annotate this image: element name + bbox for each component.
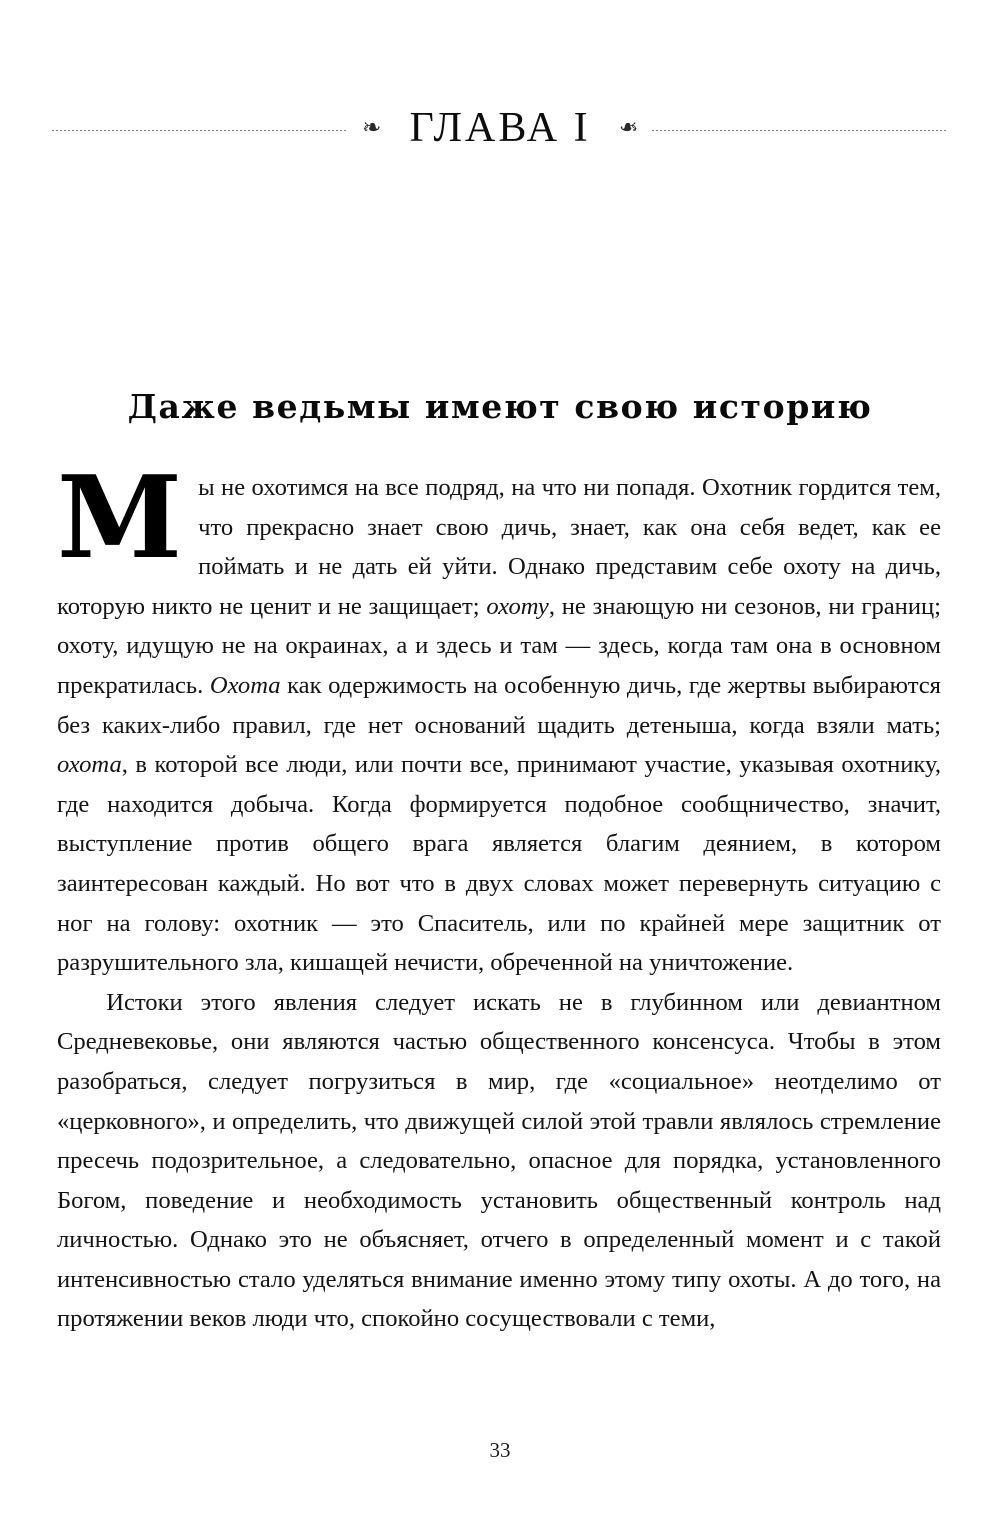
- body-text: [57, 451, 941, 1339]
- chapter-label: ГЛАВА I: [409, 105, 591, 151]
- paragraph-1-italic-1: охоту: [486, 592, 549, 620]
- drop-cap: М: [57, 451, 183, 584]
- section-title: Даже ведьмы имеют свою историю: [127, 387, 873, 427]
- paragraph-2: Истоки этого явления следует искать не в глубинном или девиантном Средневековье, они являются частью общественного консенсуса. Чтобы в этом разобраться, следует погрузиться в мир, где «социальное» неотделимо от «церковного», и определить, что движущей силой этой травли являлось стремление пресечь подозрительное, а следовательно, опасное для порядка, установленного Богом, поведение и необходимость установить общественный контроль над личностью. Однако это не объясняет, отчего в определенный момент и с такой интенсивностью стало уделяться внимание именно этому типу охоты. А до того, на протяжении веков люди что, спокойно сосуществовали с теми,: [57, 988, 941, 1333]
- paragraph-1-mid-1: , не знающую ни сезонов, ни границ; охоту, идущую не на окраинах, а и здесь и там — здесь, когда там она в основном прекратилась.: [57, 592, 941, 699]
- header-rule-left: [52, 130, 348, 131]
- ornament-left-icon: ❧: [362, 114, 380, 140]
- paragraph-1-mid-2: как одержимость на особенную дичь, где жертвы выбираются без каких-либо правил, где нет оснований щадить детеныша, когда взяли мать;: [57, 671, 941, 739]
- page-number: 33: [489, 1438, 511, 1462]
- ornament-right-icon: ❧: [620, 114, 638, 140]
- paragraph-1-lead: ы не охотимся на все подряд, на что ни попадя. Охотник гордится тем, что прекрасно знает свою дичь, знает, как она себя ведет, как ее поймать и не дать ей уйти. Однако представим себе охоту на дичь, которую никто не ценит и не защищает;: [57, 474, 941, 620]
- paragraph-1-tail: , в которой все люди, или почти все, принимают участие, указывая охотнику, где находится добыча. Когда формируется подобное сообщничество, значит, выступление против общего врага является благим деянием, в котором заинтересован каждый. Но вот что в двух словах может перевернуть ситуацию с ног на голову: охотник — это Спаситель, или по крайней мере защитник от разрушительного зла, кишащей нечисти, обреченной на уничтожение.: [57, 751, 941, 977]
- header-rule-right: [652, 130, 948, 131]
- paragraph-1: [57, 451, 941, 983]
- chapter-header: [52, 96, 948, 160]
- paragraph-1-italic-2: Охота: [209, 671, 281, 699]
- paragraph-1-italic-3: охота: [57, 751, 122, 779]
